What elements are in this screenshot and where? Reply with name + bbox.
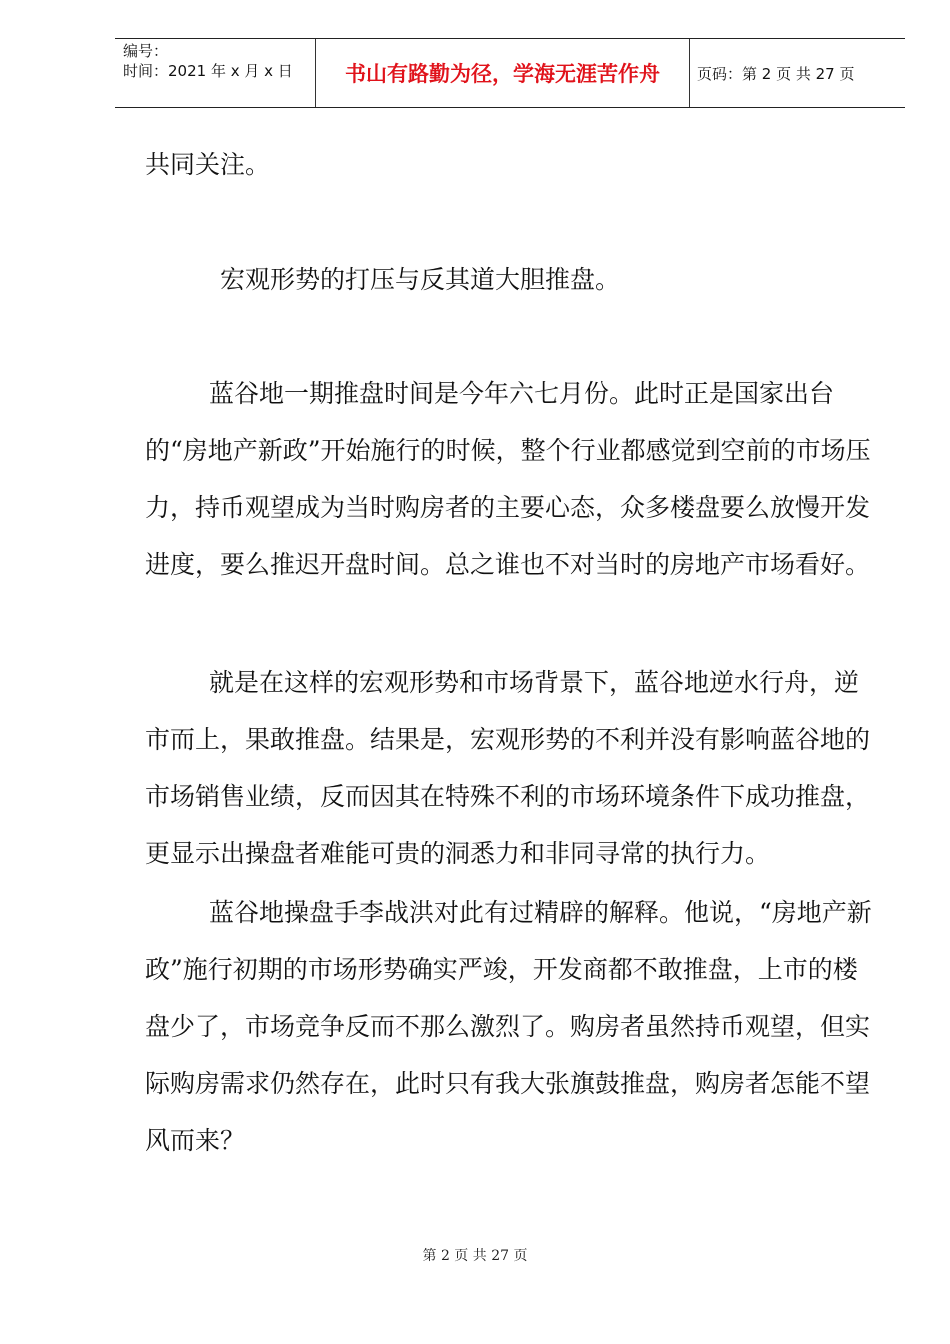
paragraph: 共同关注。 — [145, 150, 271, 179]
date-label: 时间：2021 年 x 月 x 日 — [123, 62, 293, 80]
paragraph: 就是在这样的宏观形势和市场背景下，蓝谷地逆水行舟，逆市而上，果敢推盘。结果是，宏观形势的不利并没有影响蓝谷地的市场销售业绩，反而因其在特殊不利的市场环境条件下成功推盘，更显示出操盘者难能可贵的洞悉力和非同寻常的执行力。 — [145, 668, 871, 868]
paragraph: 蓝谷地一期推盘时间是今年六七月份。此时正是国家出台的“房地产新政”开始施行的时候，整个行业都感觉到空前的市场压力，持币观望成为当时购房者的主要心态，众多楼盘要么放慢开发进度，要么推迟开盘时间。总之谁也不对当时的房地产市场看好。 — [145, 379, 871, 579]
section-heading: 宏观形势的打压与反其道大胆推盘。 — [220, 265, 621, 294]
header-motto: 书山有路勤为径，学海无涯苦作舟 — [345, 62, 660, 86]
serial-label: 编号： — [123, 42, 169, 60]
header-page-info: 页码：第 2 页 共 27 页 — [697, 64, 855, 83]
header-meta — [123, 41, 293, 81]
page-header — [115, 38, 905, 108]
page-footer: 第 2 页 共 27 页 — [422, 1248, 528, 1264]
paragraph: 蓝谷地操盘手李战洪对此有过精辟的解释。他说，“房地产新政”施行初期的市场形势确实严竣，开发商都不敢推盘，上市的楼盘少了，市场竞争反而不那么激烈了。购房者虽然持币观望，但实际购房需求仍然存在，此时只有我大张旗鼓推盘，购房者怎能不望风而来？ — [145, 898, 872, 1155]
